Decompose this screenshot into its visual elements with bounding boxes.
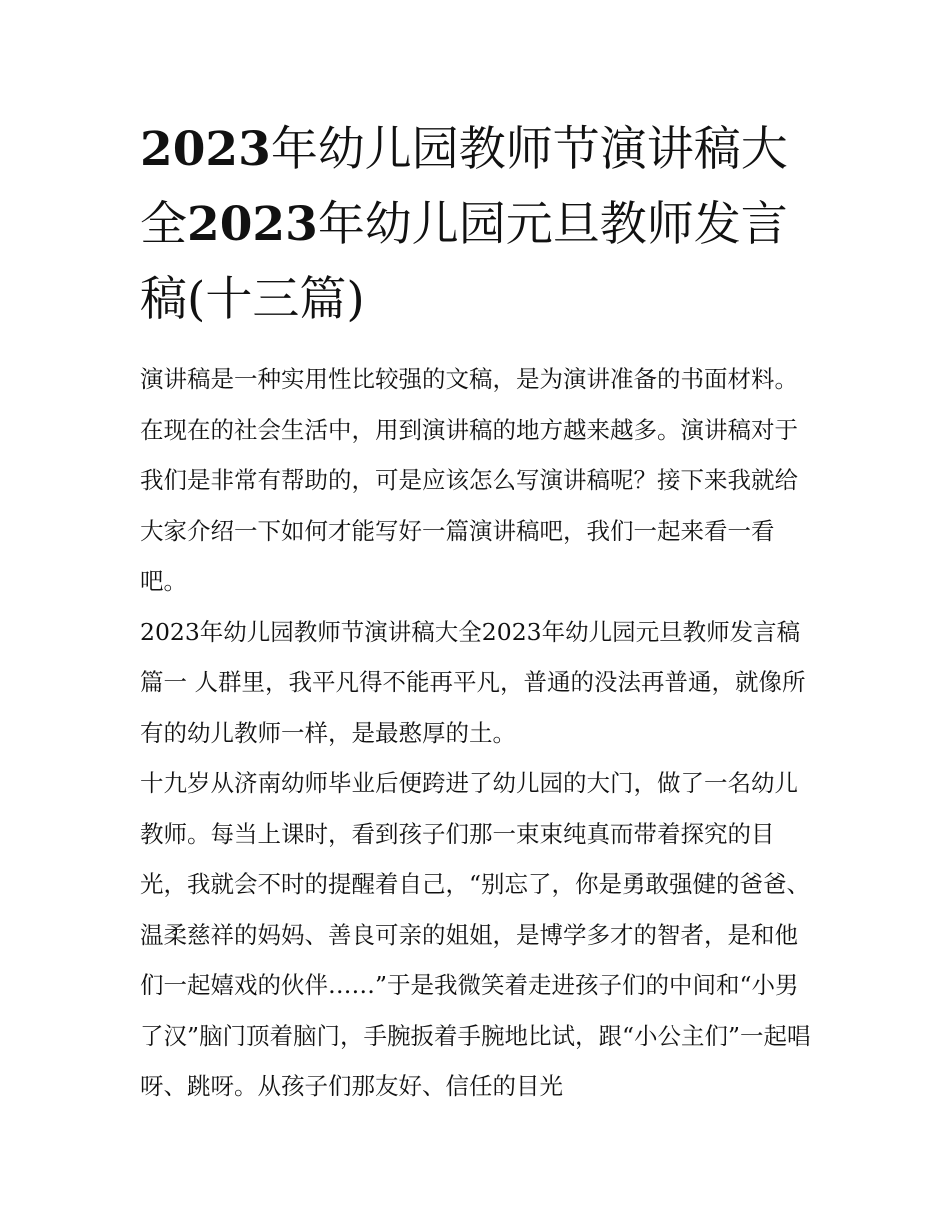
document-title [140,112,820,337]
paragraph-article-one: 2023年幼儿园教师节演讲稿大全2023年幼儿园元旦教师发言稿篇一 人群里，我平凡得不能再平凡，普通的没法再普通，就像所有的幼儿教师一样，是最憨厚的土。 [140,617,806,747]
paragraph-story: 十九岁从济南幼师毕业后便跨进了幼儿园的大门，做了一名幼儿教师。每当上课时，看到孩子们那一束束纯真而带着探究的目光，我就会不时的提醒着自己，“别忘了，你是勇敢强健的爸爸、温柔慈祥的妈妈、善良可亲的姐姐，是博学多才的智者，是和他们一起嬉戏的伙伴……”于是我微笑着走进孩子们的中间和“小男了汉”脑门顶着脑门，手腕扳着手腕地比试，跟“小公主们”一起唱呀、跳呀。从孩子们那友好、信任的目光 [140,769,811,1100]
paragraph-intro: 演讲稿是一种实用性比较强的文稿，是为演讲准备的书面材料。在现在的社会生活中，用到演讲稿的地方越来越多。演讲稿对于我们是非常有帮助的，可是应该怎么写演讲稿呢？接下来我就给大家介绍一下如何才能写好一篇演讲稿吧，我们一起来看一看吧。 [140,365,798,595]
title-year-2: 2023 [187,197,318,252]
title-text-2: 年幼儿园元旦教师发言稿(十三篇) [140,197,788,327]
title-text-1: 年幼儿园教师节演讲稿大全 [140,122,788,252]
document-body [140,354,820,1112]
title-year-1: 2023 [140,122,271,177]
